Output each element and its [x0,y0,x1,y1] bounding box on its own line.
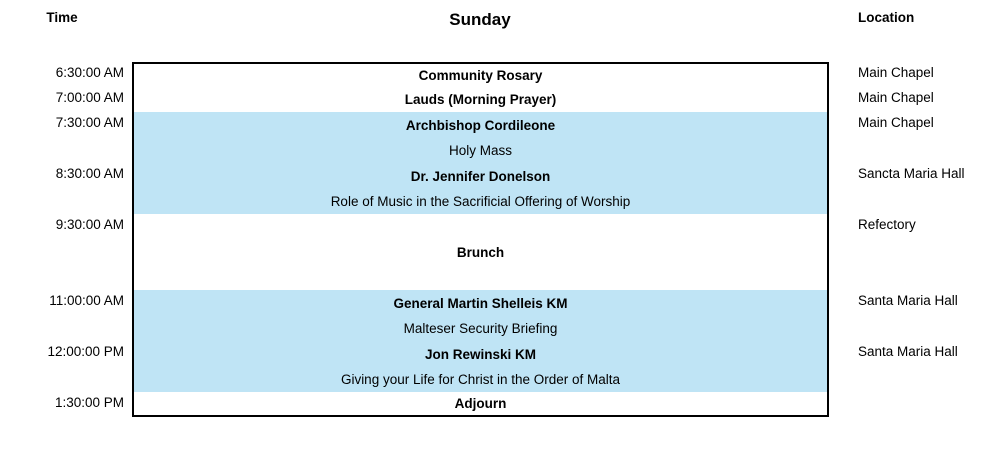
column-header-day: Sunday [449,10,511,29]
table-row [0,341,1000,392]
row-event-title: Adjourn [132,392,829,417]
row-event-title: Jon Rewinski KM [132,341,829,367]
row-location: Santa Maria Hall [858,293,958,308]
row-time: 6:30:00 AM [55,65,124,80]
row-time: 9:30:00 AM [55,217,124,232]
table-row [0,163,1000,214]
row-location: Main Chapel [858,65,934,80]
row-event-title: Lauds (Morning Prayer) [132,87,829,112]
row-time: 7:00:00 AM [55,90,124,105]
column-header-location: Location [858,10,915,25]
column-header-time: Time [46,10,78,25]
table-row [0,87,1000,112]
schedule-header [0,10,1000,34]
row-event-title: Brunch [132,214,829,290]
row-event-subtitle: Malteser Security Briefing [132,316,829,341]
row-location: Main Chapel [858,115,934,130]
row-location: Main Chapel [858,90,934,105]
table-row [0,214,1000,290]
schedule-rows [0,62,1000,417]
row-event-title: Archbishop Cordileone [132,112,829,138]
table-row [0,112,1000,163]
row-event-subtitle: Role of Music in the Sacrificial Offering of Worship [132,189,829,214]
table-row [0,290,1000,341]
table-row [0,392,1000,417]
row-event-title: General Martin Shelleis KM [132,290,829,316]
row-event-title: Dr. Jennifer Donelson [132,163,829,189]
row-time: 12:00:00 PM [47,344,124,359]
row-location: Sancta Maria Hall [858,166,965,181]
row-time: 11:00:00 AM [49,293,124,308]
row-time: 1:30:00 PM [54,395,124,410]
row-location: Refectory [858,217,916,232]
row-event-subtitle: Holy Mass [132,138,829,163]
row-event-subtitle: Giving your Life for Christ in the Order of Malta [132,367,829,392]
row-location: Santa Maria Hall [858,344,958,359]
row-event-title: Community Rosary [132,62,829,87]
row-time: 8:30:00 AM [55,166,124,181]
table-row [0,62,1000,87]
row-time: 7:30:00 AM [55,115,124,130]
